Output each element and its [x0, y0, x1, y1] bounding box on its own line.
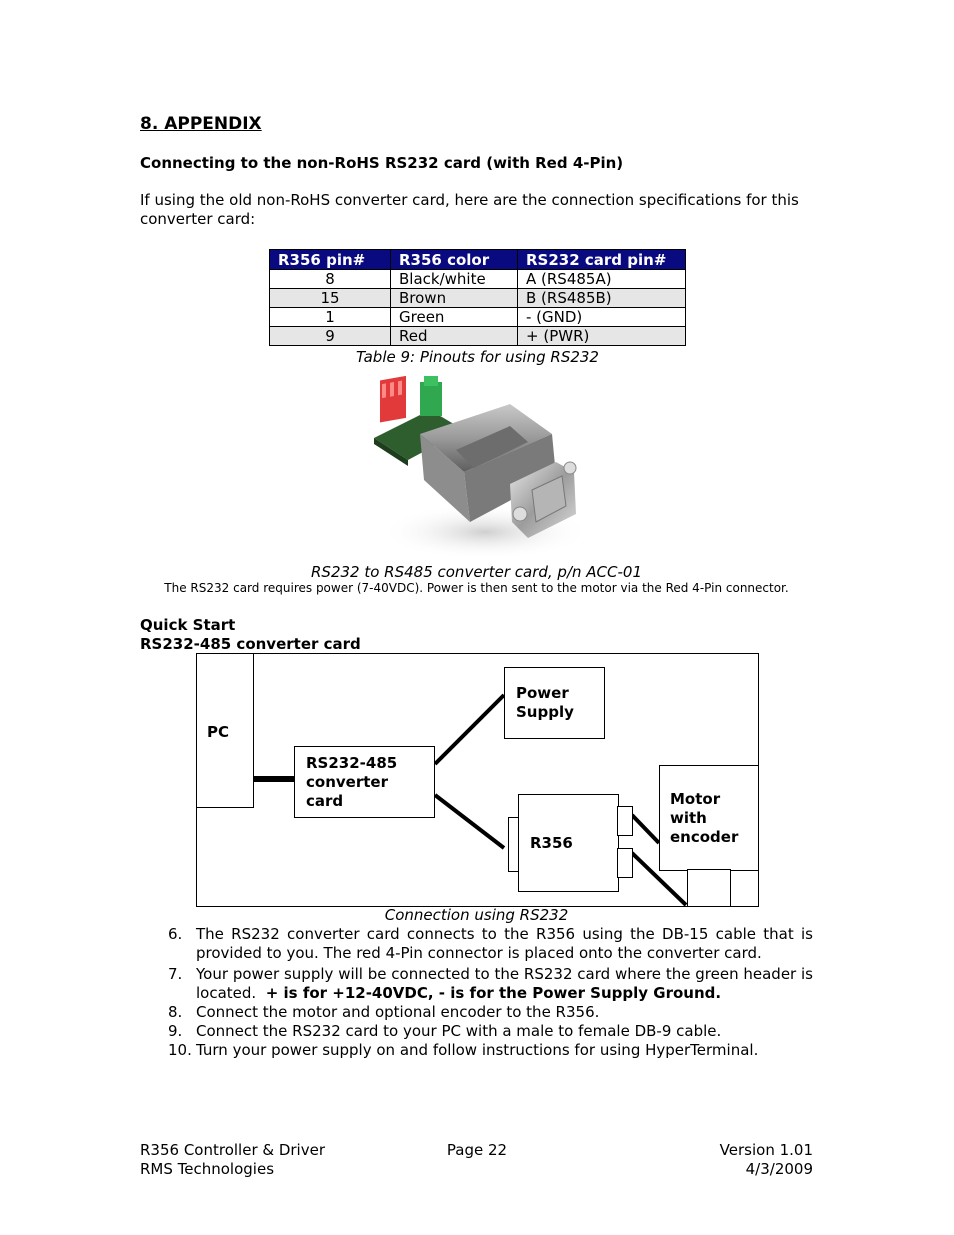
table-header: R356 pin# [270, 250, 391, 270]
power-supply-label [516, 684, 574, 722]
table-cell: Brown [391, 289, 518, 308]
table-row [270, 327, 686, 346]
table-cell: - (GND) [518, 308, 686, 327]
converter-label [306, 754, 397, 811]
footer-product: R356 Controller & Driver [140, 1141, 325, 1159]
footer-left [140, 1141, 325, 1179]
table-caption: Table 9: Pinouts for using RS232 [356, 348, 599, 366]
intro-paragraph: If using the old non-RoHS converter card, here are the connection specifications for this converter card: [140, 191, 799, 228]
table-row [270, 270, 686, 289]
power-supply-line: Power [516, 684, 569, 702]
footer-version: Version 1.01 [719, 1141, 813, 1159]
motor-line: with [670, 809, 707, 827]
footer-date: 4/3/2009 [745, 1160, 813, 1178]
pinout-table [269, 249, 686, 346]
list-item [168, 1041, 813, 1060]
table-cell: + (PWR) [518, 327, 686, 346]
converter-line: converter [306, 773, 388, 791]
converter-line: card [306, 792, 344, 810]
section-subheading: Connecting to the non-RoHS RS232 card (with Red 4-Pin) [140, 154, 624, 172]
table-cell: Green [391, 308, 518, 327]
footer-right [613, 1141, 813, 1179]
table-cell: Red [391, 327, 518, 346]
table-header: RS232 card pin# [518, 250, 686, 270]
footer-company: RMS Technologies [140, 1160, 275, 1178]
power-supply-line: Supply [516, 703, 574, 721]
converter-line: RS232-485 [306, 754, 398, 772]
table-cell: 1 [270, 308, 391, 327]
list-item [168, 1022, 813, 1041]
step-text-bold: + is for +12-40VDC, - is for the Power Supply Ground. [265, 984, 722, 1002]
table-cell: Black/white [391, 270, 518, 289]
step-number: 6. [168, 925, 183, 943]
page-heading: 8. APPENDIX [140, 114, 262, 134]
r356-label: R356 [530, 834, 573, 852]
photo-caption: RS232 to RS485 converter card, p/n ACC-01 [311, 563, 642, 581]
step-text: Connect the RS232 card to your PC with a male to female DB-9 cable. [196, 1022, 722, 1040]
step-number: 9. [168, 1022, 183, 1040]
photo-note: The RS232 card requires power (7-40VDC). Power is then sent to the motor via the Red 4-Pin connector. [164, 581, 789, 595]
table-cell: A (RS485A) [518, 270, 686, 289]
r356-connector [617, 848, 633, 878]
list-item [168, 965, 813, 1003]
r356-connector [617, 806, 633, 836]
table-row [270, 289, 686, 308]
step-number: 10. [168, 1041, 192, 1059]
list-item [168, 1003, 813, 1022]
pc-label: PC [207, 723, 230, 741]
step-number: 7. [168, 965, 183, 983]
motor-line: encoder [670, 828, 739, 846]
table-header-row [270, 250, 686, 270]
list-item [168, 925, 813, 963]
step-number: 8. [168, 1003, 183, 1021]
table-cell: B (RS485B) [518, 289, 686, 308]
table-header: R356 color [391, 250, 518, 270]
step-text: Turn your power supply on and follow instructions for using HyperTerminal. [196, 1041, 759, 1059]
table-cell: 15 [270, 289, 391, 308]
motor-line: Motor [670, 790, 721, 808]
step-text: Connect the motor and optional encoder to the R356. [196, 1003, 600, 1021]
quick-start-title: Quick Start [140, 616, 236, 634]
steps-list [168, 925, 813, 1060]
step-text: The RS232 converter card connects to the R356 using the DB-15 cable that is provided to you. The red 4-Pin connector is placed onto the converter card. [196, 925, 813, 962]
converter-card-photo [360, 372, 590, 564]
motor-label [670, 790, 738, 847]
table-cell: 9 [270, 327, 391, 346]
footer-page: Page 22 [446, 1141, 508, 1159]
table-cell: 8 [270, 270, 391, 289]
step-text: Your power supply will be connected to the RS232 card where the green header is located. [196, 965, 813, 1002]
diagram-caption: Connection using RS232 [384, 906, 569, 924]
quick-start-subtitle: RS232-485 converter card [140, 635, 361, 653]
table-row [270, 308, 686, 327]
motor-base [687, 869, 731, 906]
